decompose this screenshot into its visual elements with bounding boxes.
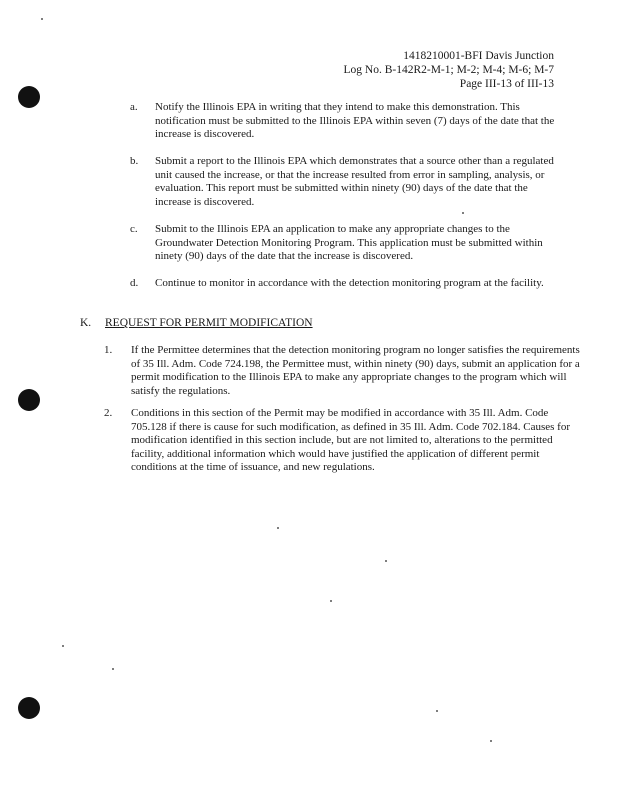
sub-item-label: a. — [130, 101, 138, 113]
scan-speck — [277, 527, 279, 529]
scan-speck — [41, 18, 43, 20]
sub-item-label: d. — [130, 277, 139, 289]
scan-speck — [385, 560, 387, 562]
header-permit-id: 1418210001-BFI Davis Junction — [403, 50, 554, 62]
scan-speck — [436, 710, 438, 712]
sub-item-label: c. — [130, 223, 138, 235]
scan-speck — [62, 645, 64, 647]
punch-hole-top — [18, 86, 40, 108]
section-letter: K. — [80, 317, 92, 329]
scan-speck — [330, 600, 332, 602]
sub-item-text: Submit to the Illinois EPA an application to make any appropriate changes to the Groundwater Detection Monitoring Program. This application must be submitted within ninety (90) days of the date that the increase is discovered. — [155, 223, 543, 263]
sub-item-text: Notify the Illinois EPA in writing that they intend to make this demonstration. This notification must be submitted to the Illinois EPA within seven (7) days of the date that the increase is discovered. — [155, 101, 555, 141]
numbered-item-text: If the Permittee determines that the detection monitoring program no longer satisfies the requirements of 35 Ill. Adm. Code 724.198, the Permittee must, within ninety (90) days, submit an application for a permit modification to the Illinois EPA to make any appropriate changes to the program which will satisfy the regulations. — [131, 344, 580, 397]
scan-speck — [112, 668, 114, 670]
punch-hole-middle — [18, 389, 40, 411]
numbered-item-label: 1. — [104, 344, 113, 356]
header-page-number: Page III-13 of III-13 — [459, 78, 554, 90]
sub-item-label: b. — [130, 155, 139, 167]
sub-item-text: Continue to monitor in accordance with the detection monitoring program at the facility. — [155, 277, 544, 289]
header-log-number: Log No. B-142R2-M-1; M-2; M-4; M-6; M-7 — [343, 64, 554, 76]
document-header — [343, 49, 554, 91]
numbered-item-text: Conditions in this section of the Permit may be modified in accordance with 35 Ill. Adm. Code 705.128 if there is cause for such modification, as defined in 35 Ill. Adm. Code 702.184. Causes for modification identified in this section include, but are not limited to, alterations to the permitted facility, additional information which would have justified the application of different permit conditions at the time of issuance, and new regulations. — [131, 407, 570, 474]
sub-item-text: Submit a report to the Illinois EPA which demonstrates that a source other than a regulated unit caused the increase, or that the increase resulted from error in sampling, analysis, or evaluation. This report must be submitted within ninety (90) days of the date that the increase is discovered. — [155, 155, 554, 208]
numbered-item-label: 2. — [104, 407, 113, 419]
punch-hole-bottom — [18, 697, 40, 719]
section-title: REQUEST FOR PERMIT MODIFICATION — [105, 317, 313, 329]
scan-speck — [462, 212, 464, 214]
scan-speck — [490, 740, 492, 742]
